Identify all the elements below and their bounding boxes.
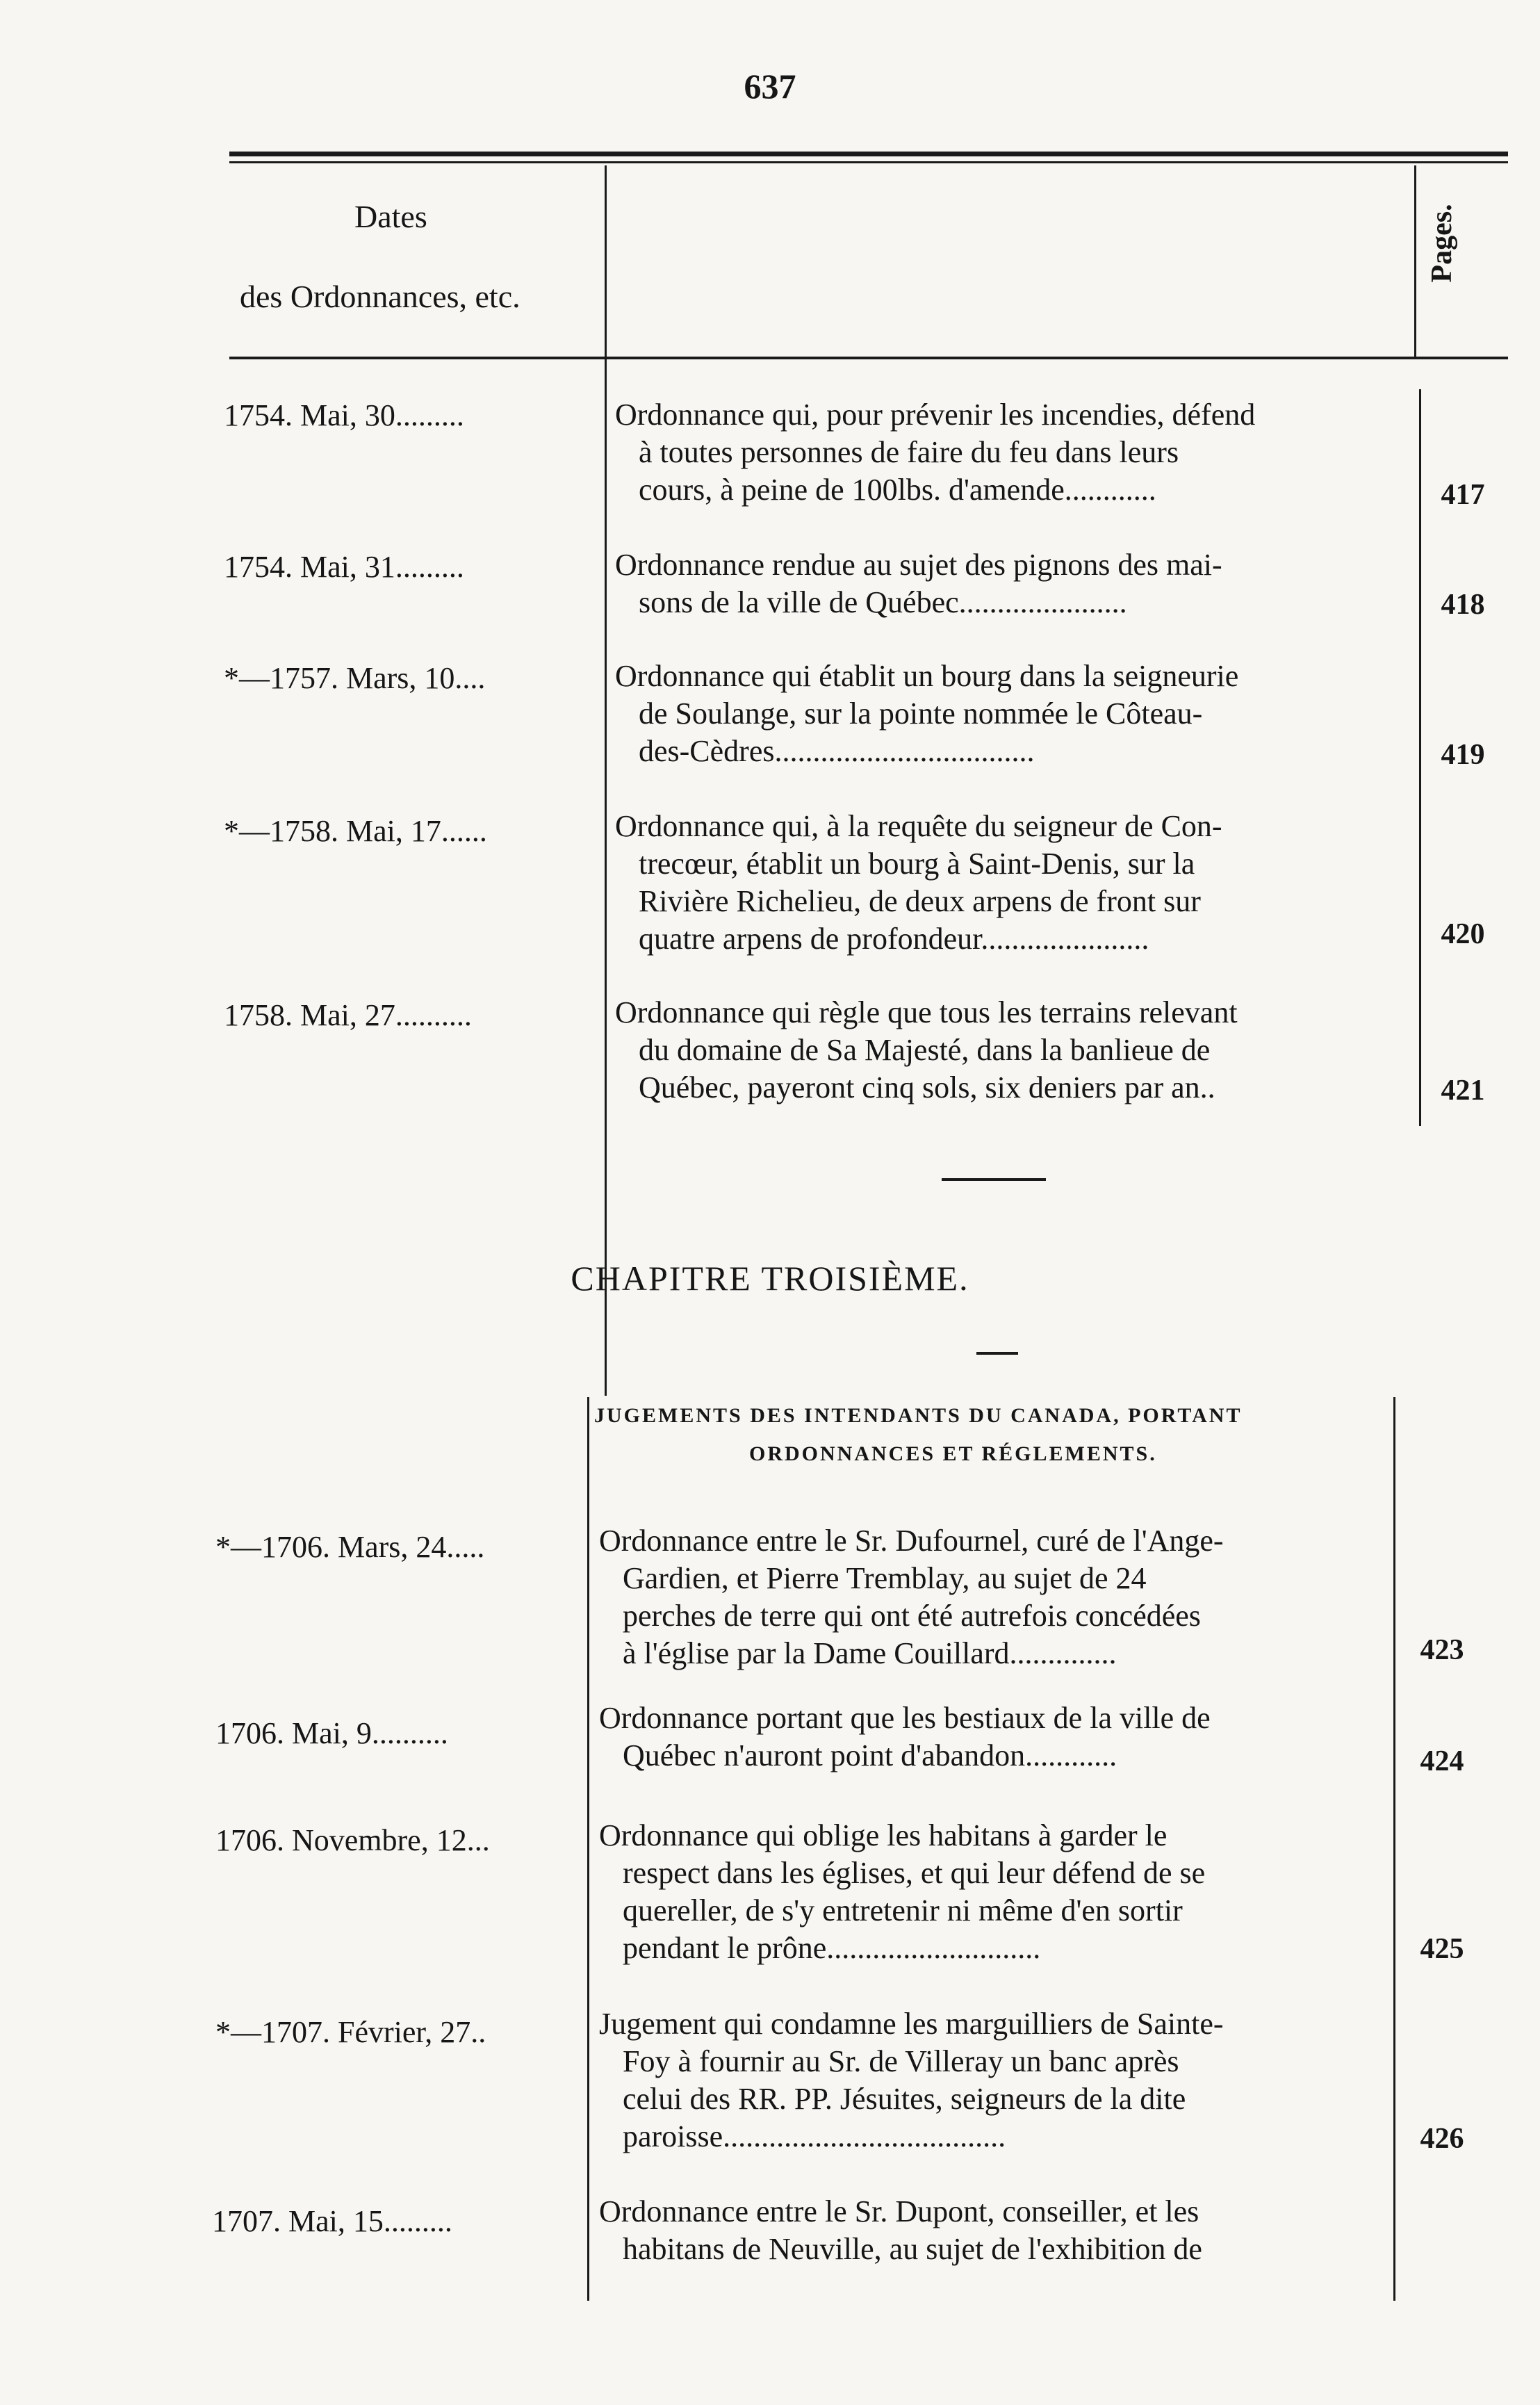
chapter-subtitle: JUGEMENTS DES INTENDANTS DU CANADA, PORTANT — [594, 1404, 1243, 1427]
column-divider-left-bottom — [587, 1397, 589, 2301]
entry-page: 419 — [1441, 739, 1485, 771]
entry-line: quatre arpens de profondeur...................... — [639, 922, 1149, 956]
entry-page: 425 — [1420, 1933, 1464, 1965]
entry-line: quereller, de s'y entretenir ni même d'en sortir — [623, 1893, 1183, 1927]
entry-line: du domaine de Sa Majesté, dans la banlieue de — [639, 1033, 1211, 1067]
entry-line: respect dans les églises, et qui leur défend de se — [623, 1856, 1206, 1890]
entry-page: 418 — [1441, 589, 1485, 621]
entry-line: Ordonnance qui oblige les habitans à garder le — [599, 1818, 1168, 1852]
entry-date: *—1706. Mars, 24..... — [215, 1530, 485, 1564]
entry-date: *—1758. Mai, 17...... — [224, 814, 487, 848]
entry-date: 1707. Mai, 15......... — [212, 2204, 452, 2238]
entry-line: Rivière Richelieu, de deux arpens de front sur — [639, 884, 1201, 918]
entry-description — [615, 396, 1411, 509]
entry-page: 420 — [1441, 918, 1485, 950]
entry-description — [599, 1699, 1388, 1775]
entry-line: pendant le prône............................ — [623, 1931, 1041, 1965]
entry-line: Ordonnance qui, pour prévenir les incendies, défend — [615, 398, 1256, 432]
entry-description — [599, 2005, 1388, 2155]
entry-line: Ordonnance qui établit un bourg dans la seigneurie — [615, 659, 1239, 693]
entry-line: Ordonnance entre le Sr. Dupont, conseiller, et les — [599, 2194, 1199, 2228]
entry-line: de Soulange, sur la pointe nommée le Côteau- — [639, 696, 1203, 731]
entry-description — [615, 994, 1411, 1107]
header-pages — [1418, 167, 1466, 320]
entry-line: à toutes personnes de faire du feu dans leurs — [639, 435, 1179, 469]
entry-line: Ordonnance qui règle que tous les terrains relevant — [615, 995, 1238, 1029]
entry-line: cours, à peine de 100lbs. d'amende............ — [639, 473, 1156, 507]
entry-line: Ordonnance rendue au sujet des pignons des mai- — [615, 548, 1222, 582]
header-dates: Dates — [354, 199, 427, 234]
entry-line: sons de la ville de Québec...................... — [639, 585, 1127, 619]
entry-description — [599, 1817, 1388, 1967]
top-rule-thick — [229, 152, 1508, 156]
entry-line: trecœur, établit un bourg à Saint-Denis, sur la — [639, 847, 1195, 881]
header-pages-label: Pages. — [1426, 204, 1458, 283]
entry-date: *—1707. Février, 27.. — [215, 2015, 486, 2049]
entry-description — [599, 1522, 1388, 1672]
header-rule — [229, 357, 1508, 359]
chapter-title: CHAPITRE TROISIÈME. — [571, 1259, 969, 1298]
entry-date: 1754. Mai, 31......... — [224, 550, 464, 584]
entry-line: Foy à fournir au Sr. de Villeray un banc après — [623, 2044, 1179, 2078]
entry-line: habitans de Neuville, au sujet de l'exhibition de — [623, 2232, 1202, 2266]
entry-line: Ordonnance portant que les bestiaux de la ville de — [599, 1701, 1211, 1735]
entry-page: 426 — [1420, 2123, 1464, 2155]
chapter-separator — [942, 1178, 1046, 1181]
entry-page: 417 — [1441, 479, 1485, 511]
entry-description — [615, 658, 1411, 770]
entry-line: Ordonnance entre le Sr. Dufournel, curé de l'Ange- — [599, 1524, 1224, 1558]
entry-page: 423 — [1420, 1634, 1464, 1666]
column-divider-left-top — [605, 165, 607, 1396]
column-divider-right-top — [1419, 389, 1421, 1126]
chapter-subtitle: ORDONNANCES ET RÉGLEMENTS. — [749, 1442, 1157, 1465]
entry-date: 1758. Mai, 27.......... — [224, 998, 472, 1032]
entry-date: 1706. Mai, 9.......... — [215, 1716, 448, 1750]
entry-line: Ordonnance qui, à la requête du seigneur de Con- — [615, 809, 1222, 843]
header-des-ordonnances: des Ordonnances, etc. — [240, 279, 521, 314]
column-divider-right-bottom — [1393, 1397, 1395, 2301]
top-rule-thin — [229, 161, 1508, 163]
entry-line: Jugement qui condamne les marguilliers de Sainte- — [599, 2007, 1224, 2041]
entry-line: Québec, payeront cinq sols, six deniers par an.. — [639, 1070, 1215, 1104]
chapter-dash — [976, 1352, 1018, 1355]
entry-description — [599, 2193, 1388, 2268]
entry-line: Québec n'auront point d'abandon............ — [623, 1738, 1117, 1772]
entry-page: 424 — [1420, 1745, 1464, 1777]
entry-date: 1706. Novembre, 12... — [215, 1823, 490, 1857]
entry-line: Gardien, et Pierre Tremblay, au sujet de 24 — [623, 1561, 1147, 1595]
entry-date: *—1757. Mars, 10.... — [224, 661, 486, 695]
entry-date: 1754. Mai, 30......... — [224, 398, 464, 432]
column-divider-right-header — [1414, 165, 1416, 359]
entry-line: perches de terre qui ont été autrefois concédées — [623, 1599, 1201, 1633]
entry-line: à l'église par la Dame Couillard.............. — [623, 1636, 1117, 1670]
entry-line: paroisse..................................... — [623, 2119, 1006, 2153]
entry-description — [615, 546, 1411, 621]
page-number: 637 — [744, 67, 796, 106]
entry-line: des-Cèdres.................................. — [639, 734, 1035, 768]
entry-line: celui des RR. PP. Jésuites, seigneurs de la dite — [623, 2082, 1186, 2116]
entry-description — [615, 808, 1411, 958]
entry-page: 421 — [1441, 1075, 1485, 1107]
